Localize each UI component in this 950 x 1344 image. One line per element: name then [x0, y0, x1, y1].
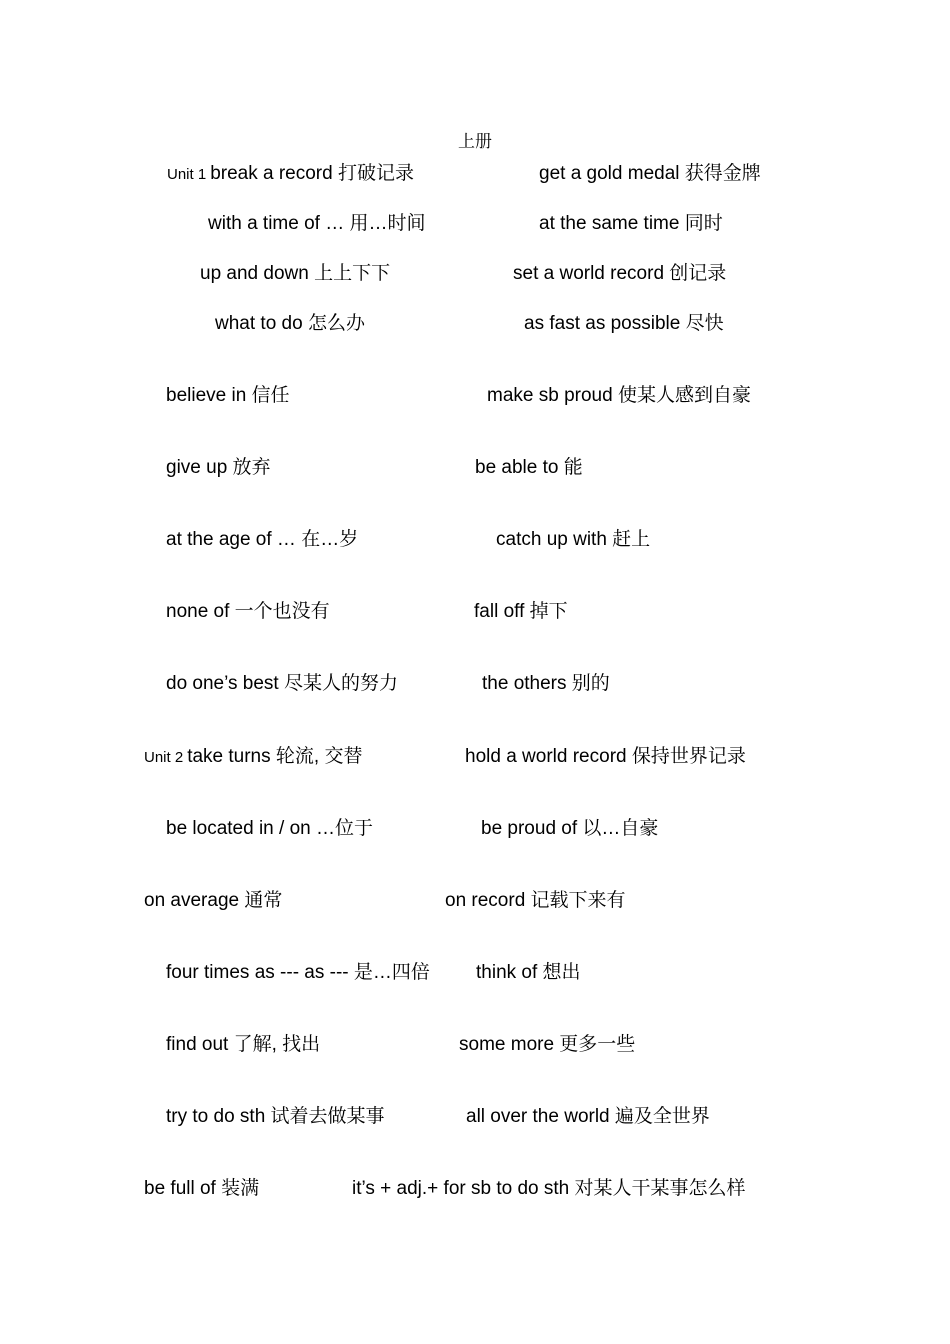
- vocab-entry-on-average: on average 通常: [144, 890, 283, 911]
- vocab-entry-the-others: the others 别的: [482, 673, 610, 694]
- vocab-entry-hold-a-world-record: hold a world record 保持世界记录: [465, 746, 746, 767]
- vocab-entry-some-more: some more 更多一些: [459, 1034, 636, 1055]
- vocab-entry-with-a-time-of: with a time of … 用…时间: [208, 213, 426, 234]
- vocab-entry-all-over-the-world: all over the world 遍及全世界: [466, 1106, 710, 1127]
- vocab-entry-fall-off: fall off 掉下: [474, 601, 568, 622]
- page-title: 上册: [458, 132, 492, 152]
- vocab-entry-be-able-to: be able to 能: [475, 457, 583, 478]
- vocab-entry-make-sb-proud: make sb proud 使某人感到自豪: [487, 385, 751, 406]
- vocab-entry-as-fast-as-possible: as fast as possible 尽快: [524, 313, 724, 334]
- unit-2-label: Unit 2: [144, 749, 184, 766]
- vocab-entry-try-to-do-sth: try to do sth 试着去做某事: [166, 1106, 385, 1127]
- vocab-entry-give-up: give up 放弃: [166, 457, 271, 478]
- vocab-entry-get-a-gold-medal: get a gold medal 获得金牌: [539, 163, 761, 184]
- vocab-entry-break-a-record: [167, 162, 414, 187]
- unit-1-label: Unit 1: [167, 166, 207, 183]
- vocab-entry-be-located-in: be located in / on …位于: [166, 818, 373, 839]
- vocab-entry-none-of: none of 一个也没有: [166, 601, 330, 622]
- vocab-entry-its-adj-for-sb: it’s + adj.+ for sb to do sth 对某人干某事怎么样: [352, 1178, 746, 1199]
- vocab-entry-take-turns: [144, 745, 362, 770]
- vocab-entry-at-the-same-time: at the same time 同时: [539, 213, 723, 234]
- vocab-entry-four-times-as-as: four times as --- as --- 是…四倍: [166, 962, 430, 983]
- vocab-entry-text: break a record 打破记录: [210, 163, 414, 184]
- vocab-entry-believe-in: believe in 信任: [166, 385, 290, 406]
- vocab-entry-be-full-of: be full of 装满: [144, 1178, 260, 1199]
- vocab-entry-text: take turns 轮流, 交替: [187, 746, 363, 767]
- vocab-entry-catch-up-with: catch up with 赶上: [496, 529, 651, 550]
- vocab-entry-on-record: on record 记载下来有: [445, 890, 626, 911]
- vocab-entry-find-out: find out 了解, 找出: [166, 1034, 321, 1055]
- vocab-entry-be-proud-of: be proud of 以…自豪: [481, 818, 659, 839]
- vocab-entry-do-ones-best: do one’s best 尽某人的努力: [166, 673, 398, 694]
- vocab-entry-at-the-age-of: at the age of … 在…岁: [166, 529, 359, 550]
- vocab-entry-what-to-do: what to do 怎么办: [215, 313, 365, 334]
- vocab-entry-think-of: think of 想出: [476, 962, 581, 983]
- vocab-entry-up-and-down: up and down 上上下下: [200, 263, 391, 284]
- vocab-entry-set-a-world-record: set a world record 创记录: [513, 263, 727, 284]
